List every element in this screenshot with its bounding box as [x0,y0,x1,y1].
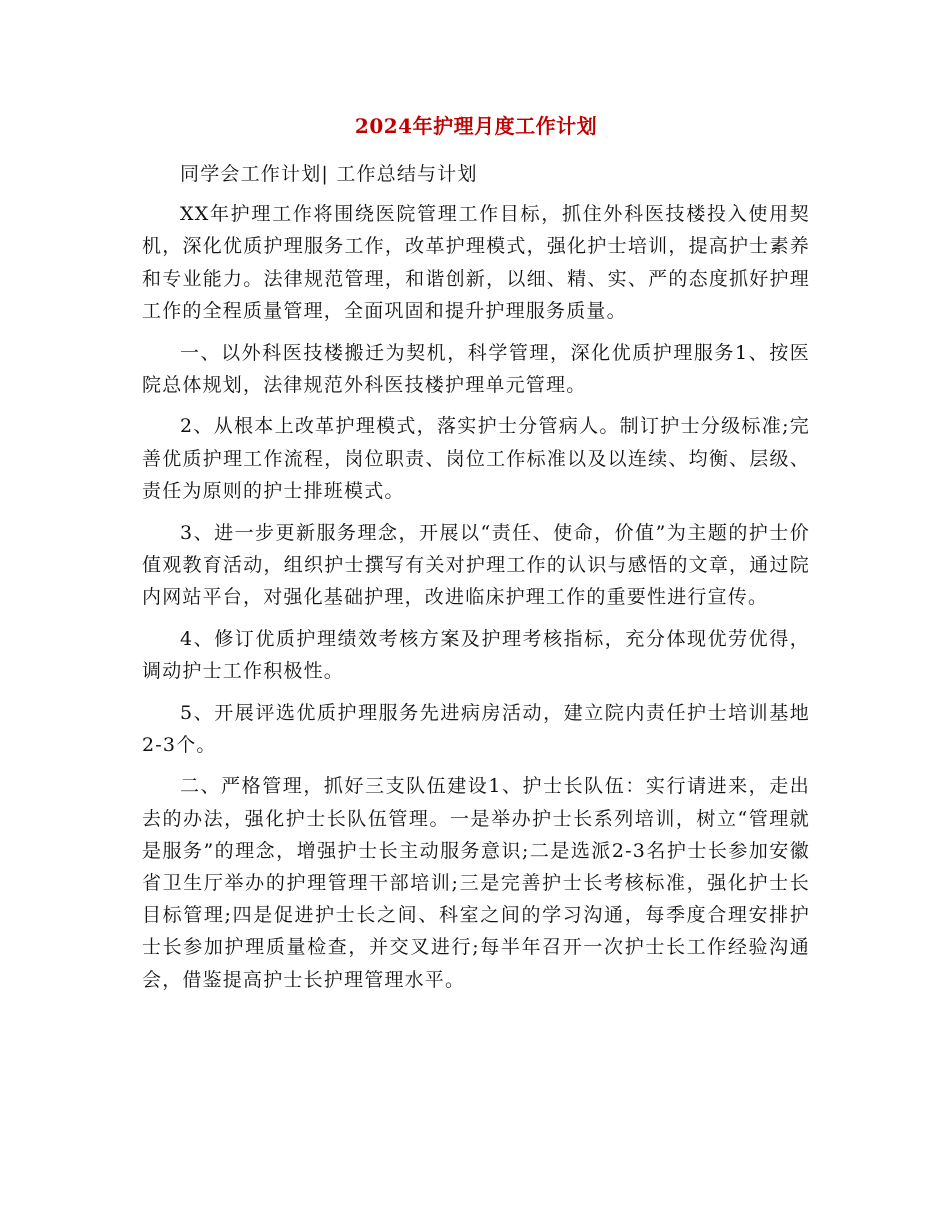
paragraph-item-2: 2、从根本上改革护理模式，落实护士分管病人。制订护士分级标准;完善优质护理工作流程，岗位职责、岗位工作标准以及以连续、均衡、层级、责任为原则的护士排班模式。 [142,415,810,502]
paragraph-item-5: 5、开展评选优质护理服务先进病房活动，建立院内责任护士培训基地2-3个。 [142,701,810,756]
paragraph-section-2: 二、严格管理，抓好三支队伍建设1、护士长队伍：实行请进来，走出去的办法，强化护士长队伍管理。一是举办护士长系列培训，树立“管理就是服务”的理念，增强护士长主动服务意识;二是选派2-3名护士长参加安徽省卫生厅举办的护理管理干部培训;三是完善护士长考核标准，强化护士长目标管理;四是促进护士长之间、科室之间的学习沟通，每季度合理安排护士长参加护理质量检查，并交叉进行;每半年召开一次护士长工作经验沟通会，借鉴提高护士长护理管理水平。 [142,775,810,991]
paragraph-section-1: 一、以外科医技楼搬迁为契机，科学管理，深化优质护理服务1、按医院总体规划，法律规范外科医技楼护理单元管理。 [142,341,810,396]
paragraph-item-4: 4、修订优质护理绩效考核方案及护理考核指标，充分体现优劳优得，调动护士工作积极性。 [142,627,810,682]
paragraph-intro: XX年护理工作将围绕医院管理工作目标，抓住外科医技楼投入使用契机，深化优质护理服务工作，改革护理模式，强化护士培训，提高护士素养和专业能力。法律规范管理，和谐创新，以细、精、实、严的态度抓好护理工作的全程质量管理，全面巩固和提升护理服务质量。 [142,203,810,322]
subtitle-line: 同学会工作计划| 工作总结与计划 [180,163,478,185]
paragraph-item-3: 3、进一步更新服务理念，开展以“责任、使命，价值”为主题的护士价值观教育活动，组织护士撰写有关对护理工作的认识与感悟的文章，通过院内网站平台，对强化基础护理，改进临床护理工作的重要性进行宣传。 [142,521,810,608]
document-title: 2024年护理月度工作计划 [354,114,598,138]
